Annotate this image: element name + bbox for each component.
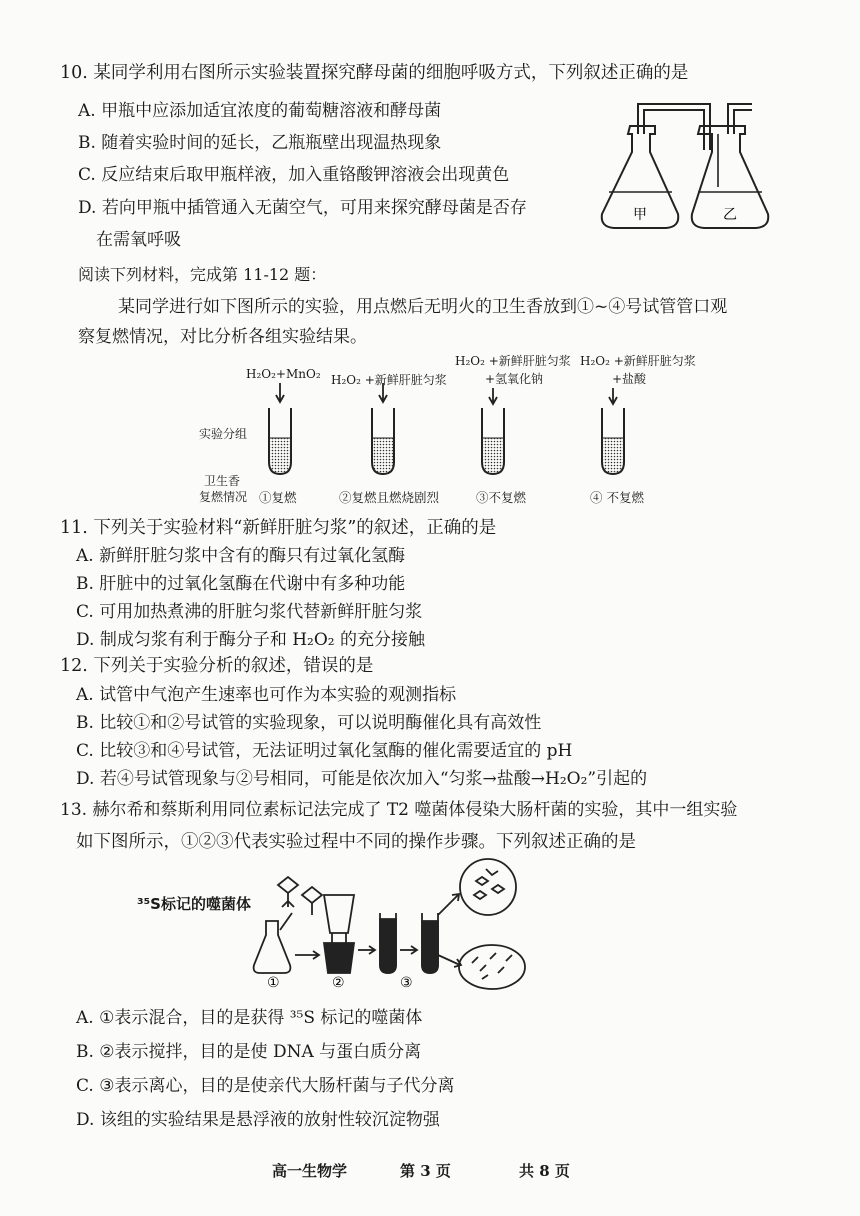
q10-option-d: D. 若向甲瓶中插管通入无菌空气，可用来探究酵母菌是否存 (78, 198, 527, 218)
q11-option-a: A. 新鲜肝脏匀浆中含有的酶只有过氧化氢酶 (76, 546, 406, 566)
test-tubes-figure (250, 380, 650, 480)
tube4-result: ④ 不复燃 (590, 490, 644, 505)
step-1-label: ① (267, 975, 280, 990)
q12-option-c: C. 比较③和④号试管，无法证明过氧化氢酶的催化需要适宜的 pH (76, 741, 573, 761)
tube3-top-label: H₂O₂ +新鲜肝脏匀浆 (455, 354, 571, 368)
q12-option-d: D. 若④号试管现象与②号相同，可能是依次加入“匀浆→盐酸→H₂O₂”引起的 (76, 769, 648, 789)
q11-stem: 11. 下列关于实验材料“新鲜肝脏匀浆”的叙述，正确的是 (60, 518, 497, 538)
q12-stem: 12. 下列关于实验分析的叙述，错误的是 (60, 656, 374, 676)
q10-option-b: B. 随着实验时间的延长，乙瓶瓶壁出现温热现象 (78, 133, 442, 153)
tube3-result: ③不复燃 (476, 490, 527, 505)
row-label-rekindle: 复燃情况 (199, 490, 248, 504)
reading-para-line1: 某同学进行如下图所示的实验，用点燃后无明火的卫生香放到①~④号试管管口观 (118, 297, 728, 317)
footer-page: 第 3 页 (400, 1162, 451, 1180)
flask-left-label: 甲 (633, 207, 647, 223)
q13-option-d: D. 该组的实验结果是悬浮液的放射性较沉淀物强 (76, 1110, 440, 1130)
footer-total: 共 8 页 (519, 1162, 570, 1180)
q13-stem-line1: 13. 赫尔希和蔡斯利用同位素标记法完成了 T2 噬菌体侵染大肠杆菌的实验，其中一组实验 (60, 800, 738, 820)
q13-option-c: C. ③表示离心，目的是使亲代大肠杆菌与子代分离 (76, 1076, 455, 1096)
phage-experiment-figure (240, 855, 530, 990)
row-label-group: 实验分组 (199, 427, 248, 441)
q10-stem: 10. 某同学利用右图所示实验装置探究酵母菌的细胞呼吸方式，下列叙述正确的是 (60, 63, 689, 83)
q13-stem-line2: 如下图所示，①②③代表实验过程中不同的操作步骤。下列叙述正确的是 (76, 832, 636, 852)
tube1-result: ①复燃 (259, 490, 297, 505)
tube4-top-label-2: +盐酸 (612, 372, 647, 386)
q10-option-d-cont: 在需氧呼吸 (96, 230, 181, 250)
flask-apparatus-figure (600, 92, 770, 242)
step-2-label: ② (332, 975, 345, 990)
q10-option-a: A. 甲瓶中应添加适宜浓度的葡萄糖溶液和酵母菌 (78, 101, 442, 121)
tube3-top-label-2: +氢氧化钠 (485, 372, 544, 386)
q12-option-a: A. 试管中气泡产生速率也可作为本实验的观测指标 (76, 685, 457, 705)
q11-option-d: D. 制成匀浆有利于酶分子和 H₂O₂ 的充分接触 (76, 630, 426, 650)
q11-option-b: B. 肝脏中的过氧化氢酶在代谢中有多种功能 (76, 574, 406, 594)
phage-figure-label: ³⁵S标记的噬菌体 (137, 895, 251, 913)
footer-subject: 高一生物学 (272, 1162, 348, 1180)
flask-right-label: 乙 (723, 207, 737, 223)
tube2-top-label: H₂O₂ +新鲜肝脏匀浆 (331, 373, 447, 387)
q10-option-c: C. 反应结束后取甲瓶样液，加入重铬酸钾溶液会出现黄色 (78, 165, 510, 185)
q13-option-b: B. ②表示搅拌，目的是使 DNA 与蛋白质分离 (76, 1042, 422, 1062)
q11-option-c: C. 可用加热煮沸的肝脏匀浆代替新鲜肝脏匀浆 (76, 602, 423, 622)
tube2-result: ②复燃且燃烧剧烈 (339, 490, 440, 505)
q13-option-a: A. ①表示混合，目的是获得 ³⁵S 标记的噬菌体 (76, 1008, 423, 1028)
reading-intro: 阅读下列材料，完成第 11-12 题： (78, 265, 327, 284)
tube1-top-label: H₂O₂+MnO₂ (246, 367, 321, 381)
reading-para-line2: 察复燃情况，对比分析各组实验结果。 (78, 327, 367, 347)
tube4-top-label: H₂O₂ +新鲜肝脏匀浆 (580, 354, 696, 368)
step-3-label: ③ (400, 975, 413, 990)
q12-option-b: B. 比较①和②号试管的实验现象，可以说明酶催化具有高效性 (76, 713, 542, 733)
row-label-incense: 卫生香 (204, 474, 241, 488)
